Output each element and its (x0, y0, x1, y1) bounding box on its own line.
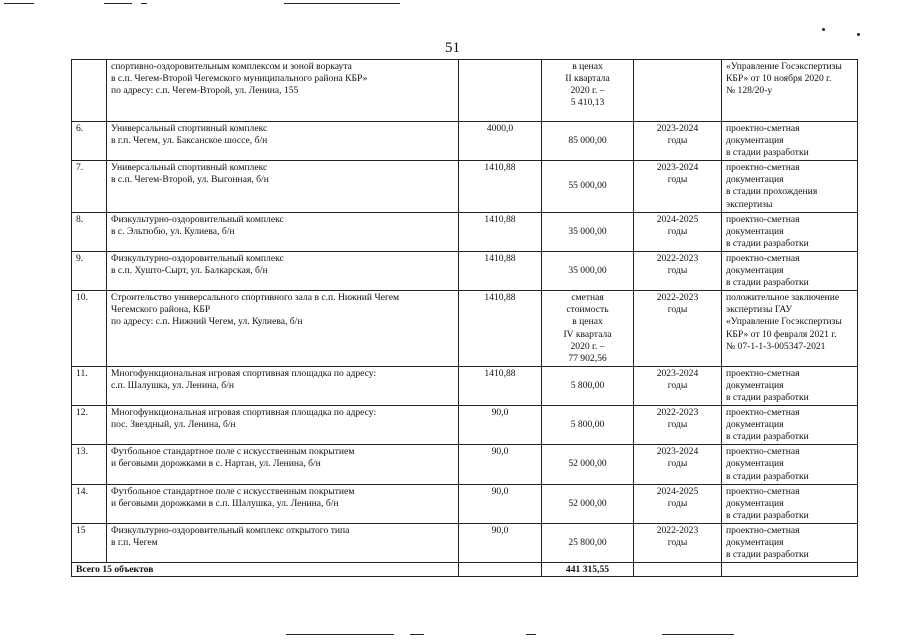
object-cost-line: 5 800,00 (570, 419, 605, 431)
object-status-line: в стадии разработки (726, 147, 809, 159)
object-cost-line: 35 000,00 (568, 225, 607, 237)
object-status-line: проектно-сметная (726, 252, 800, 264)
object-years (634, 251, 722, 290)
object-area (459, 60, 542, 122)
object-status-line: положительное заключение (726, 292, 840, 304)
object-cost-line: 5 800,00 (570, 379, 605, 391)
object-name (107, 60, 459, 122)
object-status-line: документация (726, 379, 784, 391)
object-years-line: 2023-2024 (656, 446, 699, 458)
object-years (634, 122, 722, 161)
object-status-line: проектно-сметная (726, 213, 800, 225)
object-years-line: 2022-2023 (656, 292, 699, 304)
object-cost-line: 52 000,00 (568, 497, 607, 509)
scan-artifact-line (286, 634, 394, 635)
table-row (72, 406, 858, 445)
object-name-line: пос. Звездный, ул. Ленина, б/н (111, 419, 236, 431)
object-name-line: в г.п. Чегем, ул. Баксанское шоссе, б/н (111, 135, 268, 147)
object-area: 1410,88 (459, 161, 542, 212)
object-area: 90,0 (459, 445, 542, 484)
object-cost-line: 85 000,00 (568, 135, 607, 147)
object-cost (542, 523, 634, 562)
object-name-line: Физкультурно-оздоровительный комплекс открытого типа (111, 524, 350, 536)
object-years-line: годы (667, 497, 688, 509)
table-row (72, 484, 858, 523)
object-name (107, 366, 459, 405)
object-name-line: с.п. Шалушка, ул. Ленина, б/н (111, 379, 234, 391)
object-name-line: и беговыми дорожками в с.п. Шалушка, ул. Ленина, б/н (111, 497, 339, 509)
scan-artifact-line (104, 3, 132, 4)
object-name-line: Многофункциональная игровая спортивная площадка по адресу: (111, 367, 377, 379)
scan-artifact-line (284, 3, 400, 4)
object-years-line: годы (667, 265, 688, 277)
object-status (722, 122, 858, 161)
total-label: Всего 15 объектов (72, 563, 459, 577)
object-status-line: в стадии разработки (726, 431, 809, 443)
object-status-line: в стадии разработки (726, 237, 809, 249)
table-row (72, 251, 858, 290)
row-number: 13. (72, 445, 107, 484)
object-status-line: документация (726, 135, 784, 147)
object-cost (542, 366, 634, 405)
object-status (722, 523, 858, 562)
object-cost-line: сметная (571, 292, 604, 304)
object-status-line: в стадии разработки (726, 470, 809, 482)
object-years-line: 2023-2024 (656, 367, 699, 379)
object-years-line: годы (667, 304, 688, 316)
object-cost-line: 2020 г. – (570, 340, 605, 352)
object-name (107, 291, 459, 367)
row-number: 6. (72, 122, 107, 161)
table-row (72, 291, 858, 367)
object-years (634, 212, 722, 251)
object-status-line: проектно-сметная (726, 407, 800, 419)
object-status-line: проектно-сметная (726, 485, 800, 497)
object-name (107, 161, 459, 212)
object-area: 4000,0 (459, 122, 542, 161)
object-status (722, 251, 858, 290)
row-number: 12. (72, 406, 107, 445)
object-status-line: проектно-сметная (726, 123, 800, 134)
object-status-line: документация (726, 419, 784, 431)
object-cost (542, 291, 634, 367)
object-status-line: проектно-сметная (726, 446, 800, 458)
object-name (107, 251, 459, 290)
scan-artifact-line (662, 634, 734, 635)
object-status-line: в стадии разработки (726, 391, 809, 403)
object-years-line: 2022-2023 (656, 524, 699, 536)
object-name (107, 523, 459, 562)
total-value: 441 315,55 (542, 563, 634, 577)
table-total-row (72, 563, 858, 577)
object-status-line: документация (726, 174, 784, 186)
scan-artifact-line (526, 634, 536, 635)
object-name (107, 445, 459, 484)
object-name-line: и беговыми дорожками в с. Нартан, ул. Ленина, б/н (111, 458, 321, 470)
objects-table (71, 59, 858, 577)
object-cost (542, 406, 634, 445)
object-name (107, 212, 459, 251)
object-cost-line: стоимость (566, 304, 609, 316)
object-years (634, 406, 722, 445)
table-row (72, 523, 858, 562)
object-status-line: документация (726, 537, 784, 548)
object-area: 90,0 (459, 484, 542, 523)
object-status-line: КБР» от 10 ноября 2020 г. (726, 73, 832, 85)
object-cost-line: 5 410,13 (570, 97, 605, 109)
object-area: 1410,88 (459, 212, 542, 251)
object-status-line: экспертизы (726, 198, 773, 210)
object-area: 1410,88 (459, 251, 542, 290)
object-cost-line: в ценах (572, 61, 603, 72)
object-status-line: КБР» от 10 февраля 2021 г. (726, 328, 837, 340)
object-name-line: в с.п. Хушто-Сырт, ул. Балкарская, б/н (111, 265, 268, 277)
object-cost-line: 2020 г. – (570, 85, 605, 97)
table-row (72, 366, 858, 405)
object-cost-line: IV квартала (563, 328, 612, 340)
row-number: 8. (72, 212, 107, 251)
object-name-line: Универсальный спортивный комплекс (111, 162, 268, 174)
row-number: 9. (72, 251, 107, 290)
object-status-line: «Управление Госэкспертизы (726, 61, 842, 72)
object-name-line: спортивно-оздоровительным комплексом и зоной воркаута (111, 61, 352, 72)
object-cost (542, 122, 634, 161)
object-status-line: в стадии разработки (726, 277, 809, 289)
object-years (634, 291, 722, 367)
object-name-line: в с.п. Чегем-Второй, ул. Выгонная, б/н (111, 174, 269, 186)
scan-artifact-dot (822, 28, 825, 31)
object-status-line: документация (726, 225, 784, 237)
object-status-line: экспертизы ГАУ (726, 304, 793, 316)
object-area: 1410,88 (459, 366, 542, 405)
object-cost-line: II квартала (565, 73, 610, 85)
table-row-continued (72, 60, 858, 122)
object-years-line: 2024-2025 (656, 485, 699, 497)
object-area: 90,0 (459, 523, 542, 562)
page-number: 51 (445, 40, 460, 56)
object-years-line: 2023-2024 (656, 162, 699, 174)
object-years-line: 2023-2024 (656, 123, 699, 134)
total-status (722, 563, 858, 577)
object-area: 1410,88 (459, 291, 542, 367)
object-cost-line: 52 000,00 (568, 458, 607, 470)
object-area: 90,0 (459, 406, 542, 445)
row-number: 7. (72, 161, 107, 212)
object-years-line: 2024-2025 (656, 213, 699, 225)
object-name (107, 406, 459, 445)
row-number: 10. (72, 291, 107, 367)
object-cost-line: 55 000,00 (568, 180, 607, 192)
object-cost-line: в ценах (572, 316, 603, 328)
scan-artifact-dot (857, 33, 860, 36)
object-status (722, 445, 858, 484)
object-status (722, 212, 858, 251)
object-name-line: Физкультурно-оздоровительный комплекс (111, 213, 284, 225)
object-status-line: проектно-сметная (726, 162, 800, 174)
object-status (722, 60, 858, 122)
object-cost (542, 251, 634, 290)
object-status (722, 291, 858, 367)
row-number: 11. (72, 366, 107, 405)
object-name (107, 484, 459, 523)
object-years-line: годы (667, 225, 688, 237)
total-years (634, 563, 722, 577)
scan-artifact-line (410, 634, 424, 635)
object-name-line: Универсальный спортивный комплекс (111, 123, 268, 134)
object-cost-line: 35 000,00 (568, 265, 607, 277)
object-years (634, 60, 722, 122)
object-years (634, 366, 722, 405)
object-years-line: годы (667, 379, 688, 391)
object-status (722, 406, 858, 445)
row-number (72, 60, 107, 122)
object-years-line: годы (667, 458, 688, 470)
object-name-line: Строительство универсального спортивного зала в с.п. Нижний Чегем (111, 292, 400, 304)
object-name-line: в с.п. Чегем-Второй Чегемского муниципального района КБР» (111, 73, 368, 85)
row-number: 14. (72, 484, 107, 523)
table-row (72, 445, 858, 484)
object-name-line: Чегемского района, КБР (111, 304, 211, 316)
object-status-line: № 07-1-1-3-005347-2021 (726, 340, 826, 352)
object-status-line: документация (726, 458, 784, 470)
object-name (107, 122, 459, 161)
object-cost (542, 60, 634, 122)
object-name-line: в г.п. Чегем (111, 537, 158, 548)
object-years (634, 484, 722, 523)
table-row (72, 212, 858, 251)
object-status-line: документация (726, 497, 784, 509)
object-name-line: в с. Эльтюбю, ул. Кулиева, б/н (111, 225, 235, 237)
object-name-line: Многофункциональная игровая спортивная площадка по адресу: (111, 407, 377, 419)
object-status (722, 161, 858, 212)
object-name-line: по адресу: с.п. Нижний Чегем, ул. Кулиева, б/н (111, 316, 303, 328)
object-years (634, 445, 722, 484)
object-cost (542, 484, 634, 523)
table-row (72, 161, 858, 212)
row-number: 15 (72, 523, 107, 562)
object-status (722, 484, 858, 523)
total-area (459, 563, 542, 577)
object-status-line: документация (726, 265, 784, 277)
object-years-line: годы (667, 135, 688, 147)
object-years-line: годы (667, 419, 688, 431)
object-name-line: Футбольное стандартное поле с искусственным покрытием (111, 485, 355, 497)
object-status-line: № 128/20-у (726, 85, 773, 97)
object-cost (542, 445, 634, 484)
object-years-line: 2022-2023 (656, 252, 699, 264)
object-cost-line: 25 800,00 (568, 537, 607, 548)
table-row (72, 122, 858, 161)
object-name-line: Футбольное стандартное поле с искусственным покрытием (111, 446, 355, 458)
object-years (634, 523, 722, 562)
object-status-line: в стадии разработки (726, 549, 809, 561)
object-status-line: в стадии разработки (726, 509, 809, 521)
object-years-line: годы (667, 537, 688, 548)
object-name-line: Физкультурно-оздоровительный комплекс (111, 252, 284, 264)
object-status-line: в стадии прохождения (726, 186, 818, 198)
object-years (634, 161, 722, 212)
object-name-line: по адресу: с.п. Чегем-Второй, ул. Ленина, 155 (111, 85, 299, 97)
object-status-line: проектно-сметная (726, 367, 800, 379)
scan-artifact-line (141, 3, 147, 4)
object-years-line: годы (667, 174, 688, 186)
object-status-line: проектно-сметная (726, 524, 800, 536)
object-status (722, 366, 858, 405)
object-cost (542, 161, 634, 212)
object-cost (542, 212, 634, 251)
object-cost-line: 77 902,56 (568, 352, 607, 364)
scan-artifact-line (4, 3, 34, 4)
object-years-line: 2022-2023 (656, 407, 699, 419)
object-status-line: «Управление Госэкспертизы (726, 316, 842, 328)
